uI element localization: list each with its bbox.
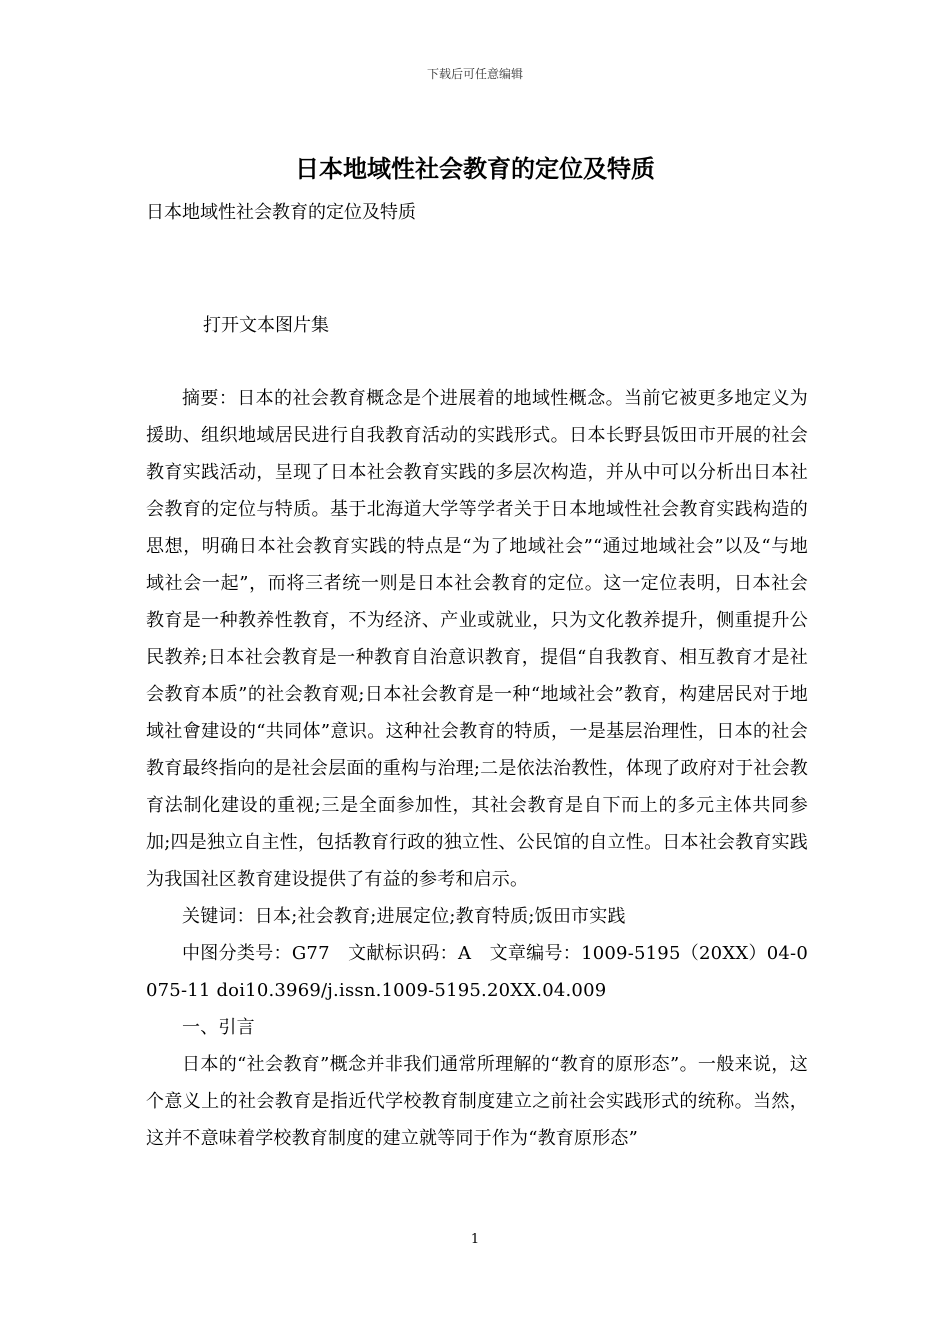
- section-heading: 一、引言: [182, 1017, 255, 1038]
- intro-paragraph: 日本的“社会教育”概念并非我们通常所理解的“教育的原形态”。一般来说，这个意义上的社会教育是指近代学校教育制度建立之前社会实践形式的统称。当然，这并不意味着学校教育制度的建立就等同于作为“教育原形态”: [146, 1054, 808, 1149]
- keywords-paragraph: 关键词：日本;社会教育;进展定位;教育特质;饭田市实践: [182, 906, 626, 927]
- document-body: [146, 380, 808, 1157]
- page-number: 1: [470, 1232, 480, 1247]
- document-subtitle: 日本地域性社会教育的定位及特质: [146, 202, 416, 223]
- abstract-paragraph: 摘要：日本的社会教育概念是个进展着的地域性概念。当前它被更多地定义为援助、组织地域居民进行自我教育活动的实践形式。日本长野县饭田市开展的社会教育实践活动，呈现了日本社会教育实践的多层次构造，并从中可以分析出日本社会教育的定位与特质。基于北海道大学等学者关于日本地域性社会教育实践构造的思想，明确日本社会教育实践的特点是“为了地域社会”“通过地域社会”以及“与地域社会一起”，而将三者统一则是日本社会教育的定位。这一定位表明，日本社会教育是一种教养性教育，不为经济、产业或就业，只为文化教养提升，侧重提升公民教养;日本社会教育是一种教育自治意识教育，提倡“自我教育、相互教育才是社会教育本质”的社会教育观;日本社会教育是一种“地域社会”教育，构建居民对于地域社會建设的“共同体”意识。这种社会教育的特质，一是基层治理性，日本的社会教育最终指向的是社会层面的重构与治理;二是依法治教性，体现了政府对于社会教育法制化建设的重视;三是全面参加性，其社会教育是自下而上的多元主体共同参加;四是独立自主性，包括教育行政的独立性、公民馆的自立性。日本社会教育实践为我国社区教育建设提供了有益的参考和启示。: [146, 388, 808, 890]
- classification-paragraph: 中图分类号：G77 文献标识码：A 文章编号：1009-5195（20XX）04-0075-11 doi10.3969/j.issn.1009-5195.20XX.04.009: [146, 943, 808, 1001]
- document-title: 日本地域性社会教育的定位及特质: [295, 155, 655, 183]
- header-note: 下载后可任意编辑: [426, 67, 523, 81]
- open-gallery-link[interactable]: 打开文本图片集: [203, 315, 329, 336]
